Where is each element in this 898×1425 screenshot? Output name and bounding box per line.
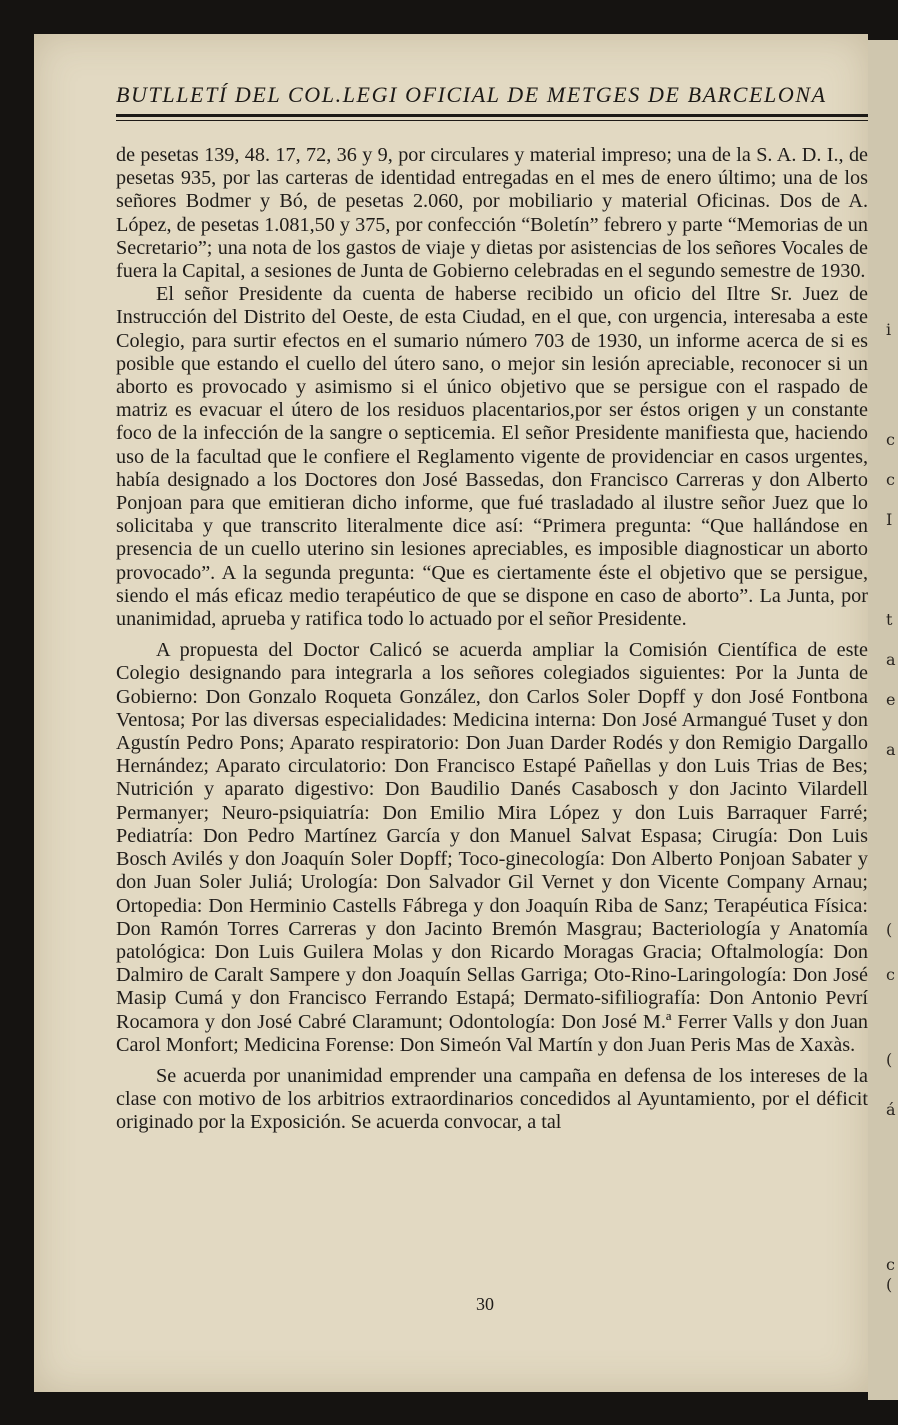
paragraph-scientific-commission: A propuesta del Doctor Calicó se acuerda ampliar la Comisión Científica de este Colegio designando para integrarla a los señores colegiados siguientes: Por la Junta de Gobierno: Don Gonzalo Roqueta González, don Carlos Soler Dopff y don José Fontbona Ventosa; Por las diversas especialidades: Medicina interna: Don José Armangué Tuset y don Agustín Pedro Pons; Aparato respiratorio: Don Juan Darder Rodés y don Remigio Dargallo Hernández; Aparato circulatorio: Don Francisco Estapé Pañellas y don Luis Trias de Bes; Nutrición y aparato digestivo: Don Baudilio Danés Casabosch y don Jacinto Vilardell Permanyer; Neuro-psiquiatría: Don Emilio Mira López y don Luis Barraquer Farré; Pediatría: Don Pedro Martínez García y don Manuel Salvat Espasa; Cirugía: Don Luis Bosch Avilés y don Joaquín Soler Dopff; Toco-ginecología: Don Alberto Ponjoan Sabater y don Juan Soler Juliá; Urología: Don Salvador Gil Vernet y don Vicente Company Arnau; Ortopedia: Don Herminio Castells Fábrega y don Joaquín Riba de Sanz; Terapéutica Física: Don Ramón Torres Carreras y don Jacinto Bremón Masgrau; Bacteriología y Anatomía patológica: Don Luis Guilera Molas y don Ricardo Moragas Gracia; Oftalmología: Don Dalmiro de Caralt Sampere y don Joaquín Sellas Garriga; Oto-Rino-Laringología: Don José Masip Cumá y don Francisco Ferrando Estapá; Dermato-sifiliografía: Don Antonio Pevrí Rocamora y don José Cabré Claramunt; Odontología: Don José M.ª Ferrer Valls y don Juan Carol Monfort; Medicina Forense: Don Simeón Val Martín y don Juan Peris Mas de Xaxàs. — [116, 639, 868, 1056]
document-page — [34, 34, 868, 1392]
next-page-fragment: c — [886, 430, 895, 449]
paragraph-expenses: de pesetas 139, 48. 17, 72, 36 y 9, por circulares y material impreso; una de la S. A. D. I., de pesetas 935, por las carteras de identidad entregadas en el mes de enero último; una de los señores Bodmer y Bó, de pesetas 2.060, por mobiliario y material Oficinas. Dos de A. López, de pesetas 1.081,50 y 375, por confección “Boletín” febrero y parte “Memorias de un Secretario”; una nota de los gastos de viaje y dietas por asistencias de los señores Vocales de fuera la Capital, a sesiones de Junta de Gobierno celebradas en el segundo semestre de 1930. — [116, 144, 868, 283]
next-page-fragment: c — [886, 965, 895, 984]
next-page-fragment: ( — [886, 1275, 893, 1294]
next-page-fragment: c — [886, 1255, 895, 1274]
next-page-fragment: ( — [886, 1050, 893, 1069]
header-rule-thick — [116, 114, 868, 117]
next-page-fragment: i — [886, 320, 892, 339]
next-page-fragment: a — [886, 650, 896, 669]
next-page-fragment: t — [886, 610, 893, 629]
adjacent-page-edge — [868, 40, 898, 1400]
page-number: 30 — [476, 1294, 494, 1314]
next-page-fragment: e — [886, 690, 896, 709]
next-page-fragment: c — [886, 470, 895, 489]
paragraph-campaign: Se acuerda por unanimidad emprender una campaña en defensa de los intereses de la clase con motivo de los arbitrios extraordinarios concedidos al Ayuntamiento, por el déficit originado por la Exposición. Se acuerda convocar, a tal — [116, 1064, 868, 1134]
header-rule-thin — [116, 120, 868, 121]
next-page-fragment: a — [886, 740, 896, 759]
next-page-fragment: ( — [886, 920, 893, 939]
paragraph-judge-report: El señor Presidente da cuenta de haberse recibido un oficio del Iltre Sr. Juez de Instrucción del Distrito del Oeste, de esta Ciudad, en el que, con urgencia, interesaba a este Colegio, para surtir efectos en el sumario número 703 de 1930, un informe acerca de si es posible que estando el cuello del útero sano, o mejor sin lesión apreciable, reconocer si un aborto es provocado y asimismo si el único objetivo que se persigue con el raspado de matriz es evacuar el útero de los residuos placentarios,por ser éstos origen y un constante foco de la infección de la sangre o septicemia. El señor Presidente manifiesta que, haciendo uso de la facultad que le confiere el Reglamento vigente de providenciar en casos urgentes, había designado a los Doctores don José Bassedas, don Francisco Carreras y don Alberto Ponjoan para que emitieran dicho informe, que fué trasladado al ilustre señor Juez que lo solicitaba y que transcrito literalmente dice así: “Primera pregunta: “Que hallándose en presencia de un cuello uterino sin lesiones apreciables, es imposible diagnosticar un aborto provocado”. A la segunda pregunta: “Que es ciertamente éste el objetivo que se persigue, siendo el más eficaz medio terapéutico de que se dispone en caso de aborto”. La Junta, por unanimidad, aprueba y ratifica todo lo actuado por el señor Presidente. — [116, 283, 868, 631]
next-page-fragment: á — [886, 1100, 896, 1119]
running-header: BUTLLETÍ DEL COL.LEGI OFICIAL DE METGES DE BARCELONA — [116, 82, 827, 107]
body-text — [116, 144, 868, 1135]
next-page-fragment: I — [886, 510, 893, 529]
